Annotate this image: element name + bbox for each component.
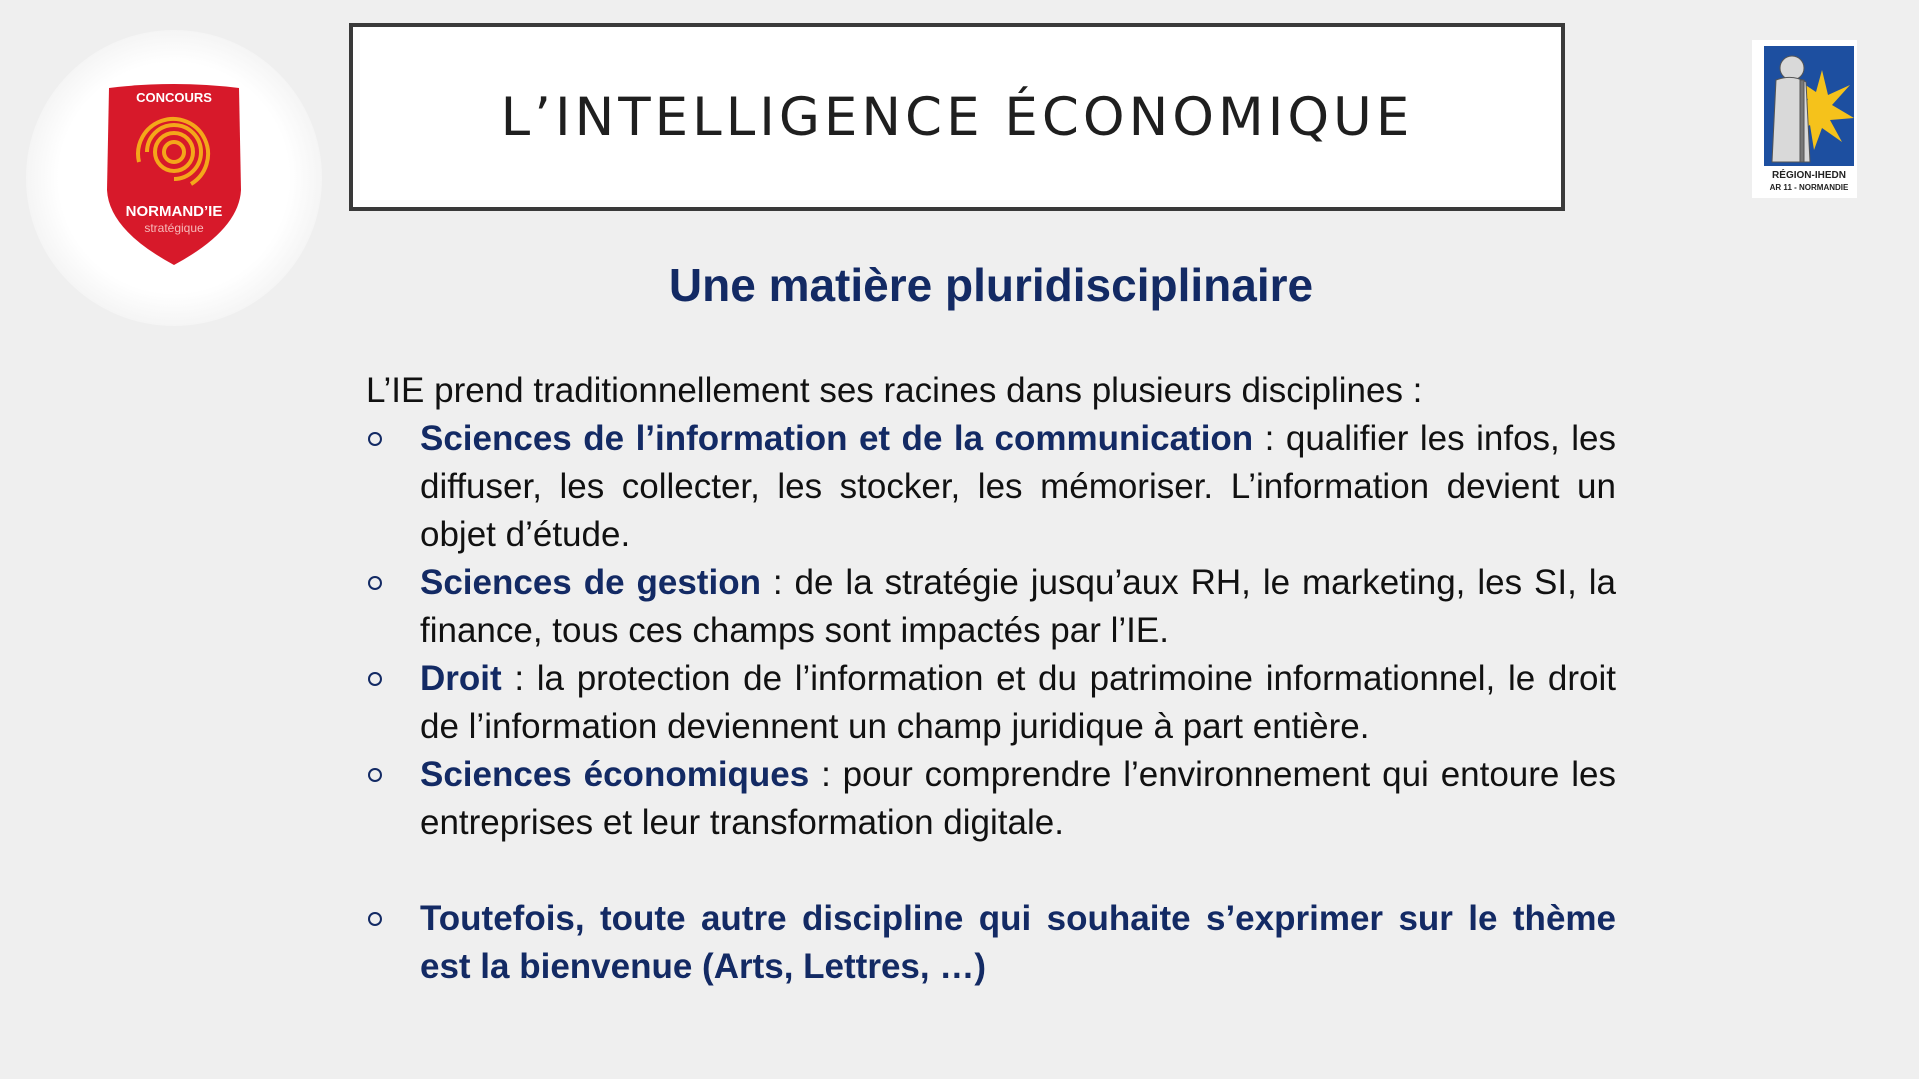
slide-subtitle: Une matière pluridisciplinaire [668, 259, 1314, 311]
logo-tagline-text: stratégique [144, 221, 204, 235]
bullet-icon [368, 912, 382, 926]
list-item [366, 559, 1616, 655]
slide-content [366, 367, 1616, 991]
emblem-line2: AR 11 - NORMANDIE [1769, 183, 1849, 192]
title-box [349, 23, 1565, 211]
item-term: Droit [420, 659, 502, 698]
region-ihedn-emblem-icon [1752, 40, 1857, 198]
item-text: : qualifier les infos, les diffuser, les collecter, les stocker, les mémoriser. L’information devient un objet d’étude. [420, 419, 1616, 554]
item-text: : la protection de l’information et du patrimoine informationnel, le droit de l’information deviennent un champ juridique à part entière. [420, 659, 1616, 746]
item-term: Sciences de l’information et de la communication [420, 419, 1254, 458]
closing-text: Toutefois, toute autre discipline qui souhaite s’exprimer sur le thème est la bienvenue (Arts, Lettres, …) [420, 899, 1616, 986]
bullet-icon [368, 432, 382, 446]
region-ihedn-logo [1752, 40, 1857, 198]
emblem-line1: RÉGION-IHEDN [1772, 170, 1846, 181]
item-term: Sciences économiques [420, 755, 810, 794]
item-text: : pour comprendre l’environnement qui entoure les entreprises et leur transformation digitale. [420, 755, 1616, 842]
bullet-icon [368, 576, 382, 590]
list-item [366, 751, 1616, 847]
intro-text: L’IE prend traditionnellement ses racines dans plusieurs disciplines : [366, 371, 1423, 410]
list-item [366, 655, 1616, 751]
item-text: : de la stratégie jusqu’aux RH, le marketing, les SI, la finance, tous ces champs sont impactés par l’IE. [420, 563, 1616, 650]
item-term: Sciences de gestion [420, 563, 761, 602]
logo-top-text: CONCOURS [136, 90, 212, 105]
bullet-icon [368, 672, 382, 686]
bullet-icon [368, 768, 382, 782]
concours-normandie-logo [26, 30, 322, 326]
discipline-list [366, 415, 1616, 991]
list-item [366, 415, 1616, 559]
page-title: L’INTELLIGENCE ÉCONOMIQUE [500, 86, 1414, 148]
logo-name-text: NORMAND’IE [125, 203, 223, 220]
concours-normandie-shield-icon [99, 80, 249, 270]
closing-item [366, 895, 1616, 991]
